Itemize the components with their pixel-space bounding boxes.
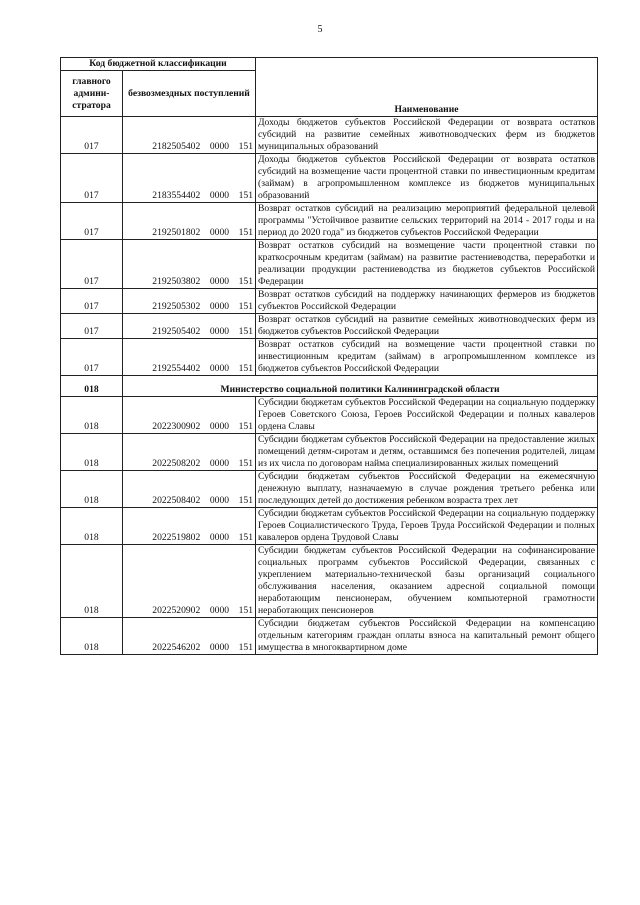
revenue-code-cell: 2192501802 0000 151 — [123, 203, 256, 240]
table-row — [61, 289, 598, 314]
header-code-group: Код бюджетной классификации — [61, 58, 256, 71]
revenue-code-cell: 2183554402 0000 151 — [123, 154, 256, 203]
name-cell: Субсидии бюджетам субъектов Российской Федерации на софинансирование социальных программ субъектов Российской Федерации, связанных с укреплением материально-технической базы организаций социального обслуживания населения, оказанием адресной социальной помощи неработающим пенсионерам, обучением компьютерной грамотности неработающих пенсионеров — [256, 545, 598, 618]
name-cell: Субсидии бюджетам субъектов Российской Федерации на компенсацию отдельным категориям граждан оплаты взноса на капитальный ремонт общего имущества в многоквартирном доме — [256, 618, 598, 655]
revenue-code-cell: 2192503802 0000 151 — [123, 240, 256, 289]
name-cell: Субсидии бюджетам субъектов Российской Федерации на предоставление жилых помещений детям-сиротам и детям, оставшимся без попечения родителей, лицам из их числа по договорам найма специализированных жилых помещений — [256, 434, 598, 471]
revenue-code-cell: 2192554402 0000 151 — [123, 339, 256, 376]
admin-code-cell: 018 — [61, 508, 123, 545]
table-row — [61, 508, 598, 545]
name-cell: Возврат остатков субсидий на развитие семейных животноводческих ферм из бюджетов субъектов Российской Федерации — [256, 314, 598, 339]
admin-code-cell: 017 — [61, 203, 123, 240]
name-cell: Возврат остатков субсидий на реализацию мероприятий федеральной целевой программы "Устойчивое развитие сельских территорий на 2014 - 2017 годы и на период до 2020 года" из бюджетов субъектов Российской Федерации — [256, 203, 598, 240]
table-row — [61, 545, 598, 618]
name-cell: Субсидии бюджетам субъектов Российской Федерации на социальную поддержку Героев Социалистического Труда, Героев Труда Российской Федерации и полных кавалеров ордена Трудовой Славы — [256, 508, 598, 545]
table-row — [61, 397, 598, 434]
admin-code-cell: 017 — [61, 117, 123, 154]
header-blank: Наименование — [256, 58, 598, 117]
name-cell: Субсидии бюджетам субъектов Российской Федерации на ежемесячную денежную выплату, назначаемую в случае рождения третьего ребенка или последующих детей до достижения ребенком возраста трех лет — [256, 471, 598, 508]
revenue-code-cell: 2192505302 0000 151 — [123, 289, 256, 314]
table-row — [61, 618, 598, 655]
table-row — [61, 203, 598, 240]
section-title: Министерство социальной политики Калининградской области — [123, 376, 598, 397]
name-cell: Доходы бюджетов субъектов Российской Федерации от возврата остатков субсидий на развитие семейных животноводческих ферм из бюджетов муниципальных образований — [256, 117, 598, 154]
table-row — [61, 314, 598, 339]
page-number: 5 — [317, 24, 323, 35]
table-row — [61, 154, 598, 203]
revenue-code-cell: 2022300902 0000 151 — [123, 397, 256, 434]
admin-code-cell: 018 — [61, 434, 123, 471]
section-row — [61, 376, 598, 397]
name-cell: Доходы бюджетов субъектов Российской Федерации от возврата остатков субсидий на возмещение части процентной ставки по инвестиционным кредитам (займам) в агропромышленном комплексе из бюджетов муниципальных образований — [256, 154, 598, 203]
admin-code-cell: 018 — [61, 545, 123, 618]
admin-code-cell: 018 — [61, 471, 123, 508]
name-cell: Возврат остатков субсидий на возмещение части процентной ставки по инвестиционным кредитам (займам) в агропромышленном комплексе из бюджетов субъектов Российской Федерации — [256, 339, 598, 376]
table-row — [61, 434, 598, 471]
header-admin: главного админи-стратора — [61, 71, 123, 117]
revenue-code-cell: 2022508202 0000 151 — [123, 434, 256, 471]
revenue-code-cell: 2022520902 0000 151 — [123, 545, 256, 618]
admin-code-cell: 017 — [61, 154, 123, 203]
admin-code-cell: 018 — [61, 397, 123, 434]
header-revenue: безвозмездных поступлений — [123, 71, 256, 117]
section-admin-code: 018 — [61, 376, 123, 397]
admin-code-cell: 017 — [61, 314, 123, 339]
revenue-code-cell: 2022546202 0000 151 — [123, 618, 256, 655]
revenue-code-cell: 2182505402 0000 151 — [123, 117, 256, 154]
table-row — [61, 339, 598, 376]
table-row — [61, 240, 598, 289]
name-cell: Субсидии бюджетам субъектов Российской Федерации на социальную поддержку Героев Советского Союза, Героев Российской Федерации и полных кавалеров ордена Славы — [256, 397, 598, 434]
admin-code-cell: 017 — [61, 240, 123, 289]
revenue-code-cell: 2022508402 0000 151 — [123, 471, 256, 508]
name-cell: Возврат остатков субсидий на поддержку начинающих фермеров из бюджетов субъектов Российской Федерации — [256, 289, 598, 314]
name-cell: Возврат остатков субсидий на возмещение части процентной ставки по краткосрочным кредитам (займам) на развитие растениеводства, переработки и реализации продукции растениеводства из бюджетов субъектов Российской Федерации — [256, 240, 598, 289]
revenue-code-cell: 2022519802 0000 151 — [123, 508, 256, 545]
admin-code-cell: 017 — [61, 289, 123, 314]
admin-code-cell: 017 — [61, 339, 123, 376]
table-row — [61, 117, 598, 154]
table-row — [61, 471, 598, 508]
admin-code-cell: 018 — [61, 618, 123, 655]
revenue-code-cell: 2192505402 0000 151 — [123, 314, 256, 339]
budget-classification-table — [60, 57, 598, 655]
